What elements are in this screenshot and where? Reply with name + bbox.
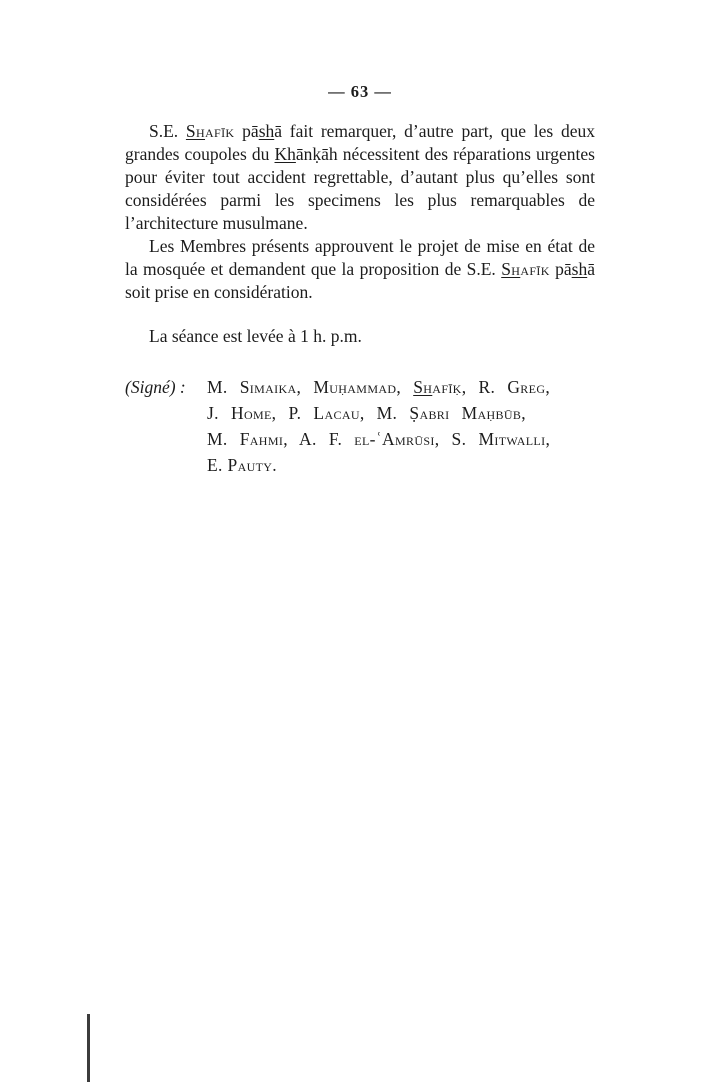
paragraph-1: S.E. Shafīk pāshā fait remarquer, d’autre part, que les deux grandes coupoles du Khānḳāh nécessitent des réparations urgentes pour éviter tout accident regrettable, d’autant plus qu’elles sont considérées parmi les specimens les plus remarquables de l’architecture musulmane.: [125, 121, 595, 233]
paragraph-2: Les Membres présents approuvent le projet de mise en état de la mosquée et demandent que la proposition de S.E. Shafīk pāshā soit prise en considération.: [125, 236, 595, 302]
signature-line-4: E. Pauty.: [207, 455, 278, 475]
page-number: — 63 —: [328, 82, 392, 101]
signature-block: [125, 374, 595, 478]
paragraph-3: La séance est levée à 1 h. p.m.: [149, 326, 362, 346]
signature-line-1: M. Simaika, Muḥammad, Shafīḳ, R. Greg,: [207, 377, 551, 397]
signature-names: [205, 374, 595, 478]
scan-edge-artifact: [87, 1014, 90, 1082]
signature-line-3: M. Fahmi, A. F. el-ʿAmrūsi, S. Mitwalli,: [207, 429, 551, 449]
signature-line-2: J. Home, P. Lacau, M. Ṣabri Maḥbūb,: [207, 403, 526, 423]
text-column: [125, 82, 595, 478]
signature-label: (Signé) :: [125, 377, 186, 397]
